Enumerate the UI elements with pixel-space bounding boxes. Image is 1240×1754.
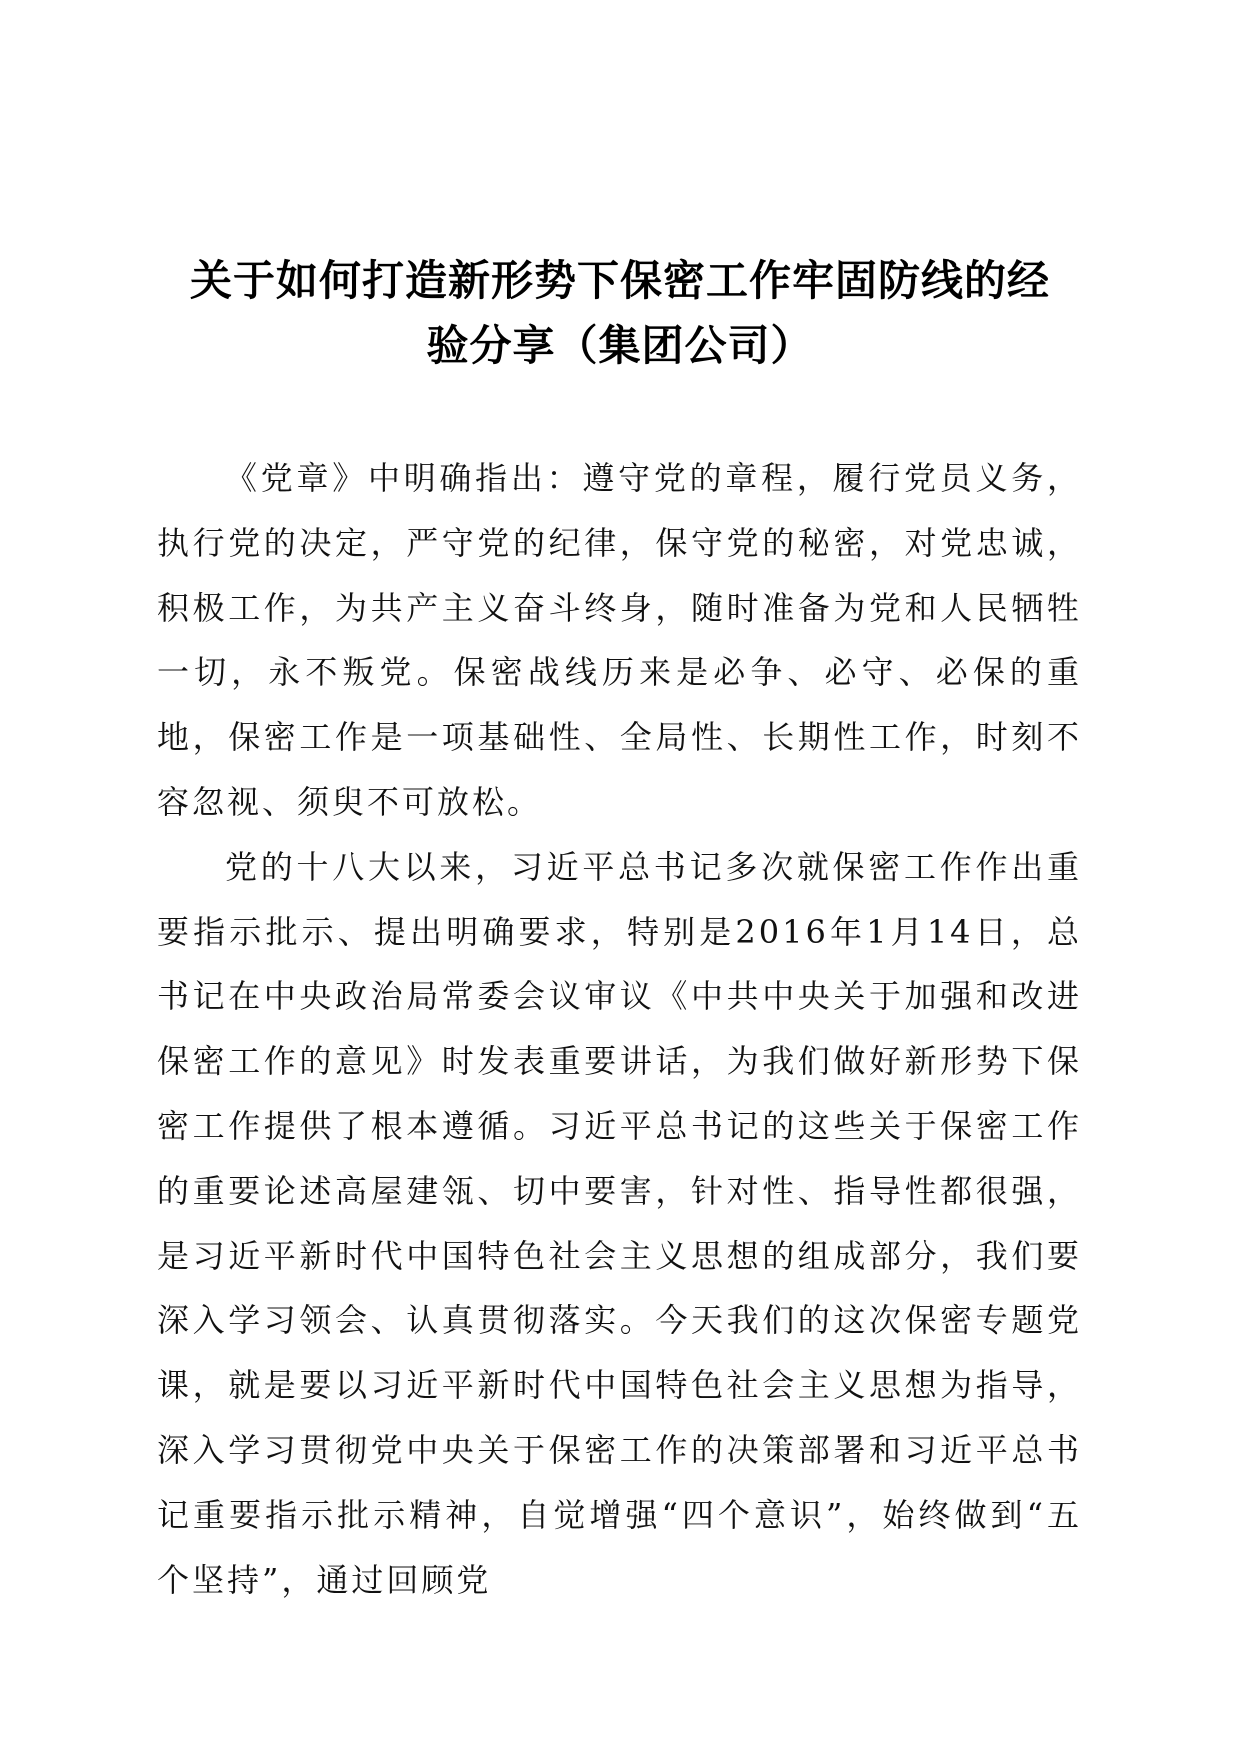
document-title — [150, 248, 1090, 378]
document-body — [157, 446, 1082, 1612]
title-line-1: 关于如何打造新形势下保密工作牢固防线的经 — [189, 256, 1050, 305]
paragraph-1: 《党章》中明确指出：遵守党的章程，履行党员义务，执行党的决定，严守党的纪律，保守党的秘密，对党忠诚，积极工作，为共产主义奋斗终身，随时准备为党和人民牺牲一切，永不叛党。保密战线历来是必争、必守、必保的重地，保密工作是一项基础性、全局性、长期性工作，时刻不容忽视、须臾不可放松。 — [157, 459, 1082, 821]
paragraph-2: 党的十八大以来，习近平总书记多次就保密工作作出重要指示批示、提出明确要求，特别是2016年1月14日，总书记在中央政治局常委会议审议《中共中央关于加强和改进保密工作的意见》时发表重要讲话，为我们做好新形势下保密工作提供了根本遵循。习近平总书记的这些关于保密工作的重要论述高屋建瓴、切中要害，针对性、指导性都很强，是习近平新时代中国特色社会主义思想的组成部分，我们要深入学习领会、认真贯彻落实。今天我们的这次保密专题党课，就是要以习近平新时代中国特色社会主义思想为指导，深入学习贯彻党中央关于保密工作的决策部署和习近平总书记重要指示批示精神，自觉增强“四个意识”，始终做到“五个坚持”，通过回顾党 — [157, 847, 1082, 1599]
title-line-2: 验分享（集团公司） — [426, 321, 814, 370]
